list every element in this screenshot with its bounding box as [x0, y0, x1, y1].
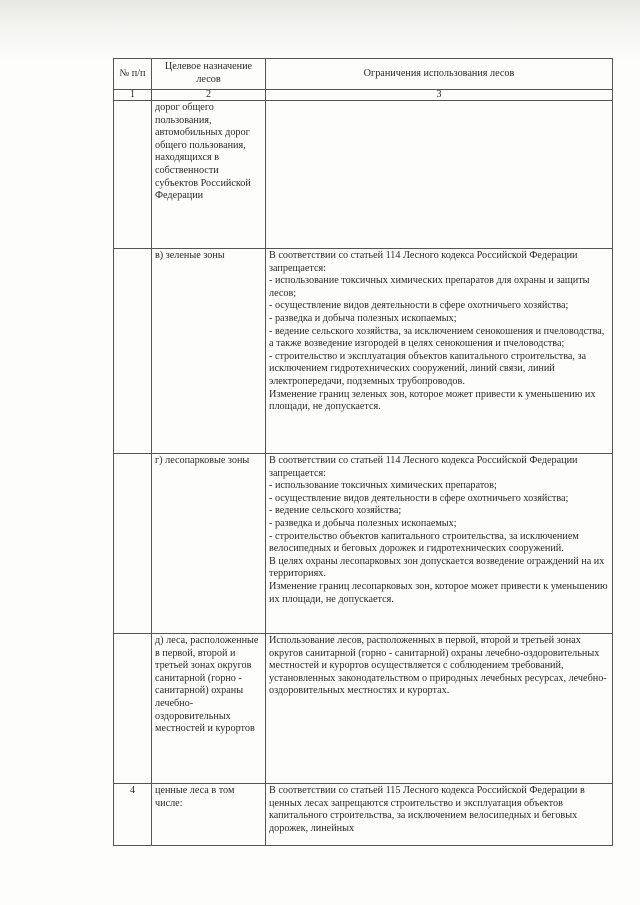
- restriction-line: Изменение границ зеленых зон, которое может привести к уменьшению их площади, не допускается.: [269, 388, 596, 413]
- row-number: [114, 634, 152, 784]
- row-number: [114, 101, 152, 249]
- table-row: [114, 784, 613, 846]
- restriction-line: - использование токсичных химических препаратов для охраны и защиты лесов;: [269, 275, 590, 299]
- row-number: 4: [114, 784, 152, 846]
- row-restrictions: [266, 249, 613, 454]
- restriction-line: - ведение сельского хозяйства;: [269, 505, 402, 517]
- row-restrictions: [266, 634, 613, 784]
- scan-top-shadow: [0, 0, 640, 60]
- forest-restrictions-table: [113, 58, 613, 846]
- restriction-line: - осуществление видов деятельности в сфере охотничьего хозяйства;: [269, 492, 569, 504]
- column-number: 3: [266, 90, 613, 101]
- restriction-line: Изменение границ лесопарковых зон, которое может привести к уменьшению их площади, не допускается.: [269, 580, 608, 605]
- restriction-line: В соответствии со статьей 115 Лесного кодекса Российской Федерации в ценных лесах запрещаются строительство и эксплуатация объектов капитального строительства, за исключением велосипедных и беговых дорожек, линейных: [269, 785, 585, 834]
- restriction-line: - осуществление видов деятельности в сфере охотничьего хозяйства;: [269, 300, 569, 312]
- restriction-line: - разведка и добыча полезных ископаемых;: [269, 517, 457, 529]
- column-number: 2: [152, 90, 266, 101]
- row-restrictions: [266, 101, 613, 249]
- column-number-row: [114, 90, 613, 101]
- row-purpose: г) лесопарковые зоны: [152, 454, 266, 634]
- restriction-line: - разведка и добыча полезных ископаемых;: [269, 312, 457, 324]
- table-row: [114, 249, 613, 454]
- row-purpose: дорог общего пользования, автомобильных дорог общего пользования, находящихся в собственности субъектов Российской Федерации: [152, 101, 266, 249]
- table-row: [114, 454, 613, 634]
- row-number: [114, 454, 152, 634]
- row-restrictions: [266, 454, 613, 634]
- restriction-line: - строительство объектов капитального строительства, за исключением велосипедных и беговых дорожек и гидротехнических сооружений.: [269, 530, 579, 555]
- header-restrictions: Ограничения использования лесов: [266, 59, 613, 90]
- restriction-line: - ведение сельского хозяйства, за исключением сенокошения и пчеловодства, а также возведение изгородей в целях сенокошения и пчеловодства;: [269, 325, 605, 350]
- table-header-row: [114, 59, 613, 90]
- restriction-line: В соответствии со статьей 114 Лесного кодекса Российской Федерации запрещается:: [269, 250, 578, 274]
- table-row: [114, 101, 613, 249]
- column-number: 1: [114, 90, 152, 101]
- header-number: № п/п: [114, 59, 152, 90]
- restriction-line: - использование токсичных химических препаратов;: [269, 480, 497, 492]
- row-number: [114, 249, 152, 454]
- restriction-line: В целях охраны лесопарковых зон допускается возведение ограждений на их территориях.: [269, 555, 605, 580]
- table-row: [114, 634, 613, 784]
- restriction-line: Использование лесов, расположенных в первой, второй и третьей зонах округов санитарной (горно - санитарной) охраны лечебно-оздоровительных местностей и курортов осуществляется с соблюдением требований, установленных законодательством о природных лечебных ресурсах, лечебно-оздоровительных местностях и курортах.: [269, 635, 607, 697]
- row-purpose: ценные леса в том числе:: [152, 784, 266, 846]
- row-purpose: д) леса, расположенные в первой, второй и третьей зонах округов санитарной (горно - санитарной) охраны лечебно-оздоровительных местностей и курортов: [152, 634, 266, 784]
- restriction-line: - строительство и эксплуатация объектов капитального строительства, за исключением гидротехнических сооружений, линий связи, линий электропередачи, подземных трубопроводов.: [269, 350, 587, 387]
- restriction-line: В соответствии со статьей 114 Лесного кодекса Российской Федерации запрещается:: [269, 455, 578, 479]
- row-restrictions: [266, 784, 613, 846]
- row-purpose: в) зеленые зоны: [152, 249, 266, 454]
- header-purpose: Целевое назначение лесов: [152, 59, 266, 90]
